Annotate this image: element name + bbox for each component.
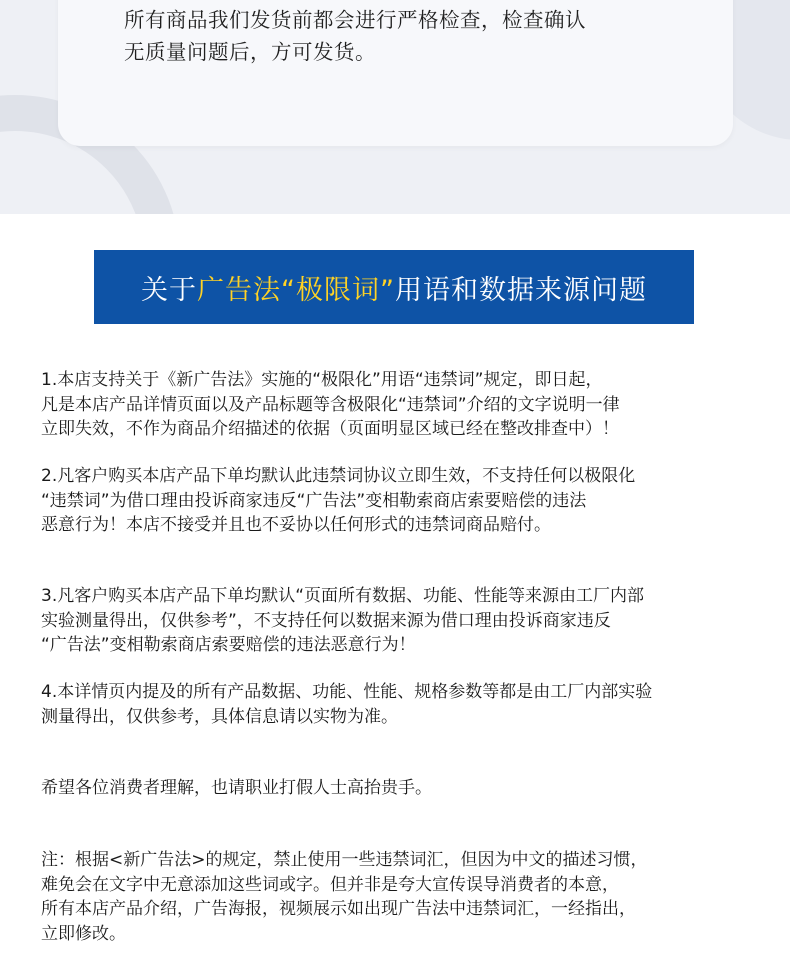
paragraph-line: 希望各位消费者理解，也请职业打假人士高抬贵手。: [41, 778, 432, 798]
quality-notice-line: 无质量问题后，方可发货。: [124, 40, 376, 64]
section-title-banner: [94, 250, 694, 324]
footnote-paragraph: [41, 848, 761, 946]
paragraph-line: 恶意行为！本店不接受并且也不妥协以任何形式的违禁词商品赔付。: [41, 515, 551, 535]
paragraph-line: 立即修改。: [41, 923, 126, 944]
top-section: [0, 0, 790, 214]
notice-paragraph-2: [41, 464, 761, 538]
banner-title-prefix: 关于: [141, 274, 197, 306]
banner-title-highlight: 广告法“极限词”: [197, 274, 395, 306]
consumer-request-paragraph: [41, 776, 761, 801]
paragraph-line: 1.本店支持关于《新广告法》实施的“极限化”用语“违禁词”规定，即日起，: [41, 370, 603, 390]
paragraph-line: 注：根据<新广告法>的规定，禁止使用一些违禁词汇，但因为中文的描述习惯，: [41, 850, 648, 870]
notice-paragraph-4: [41, 680, 761, 729]
paragraph-line: 2.凡客户购买本店产品下单均默认此违禁词协议立即生效，不支持任何以极限化: [41, 466, 636, 486]
quality-notice-line: 所有商品我们发货前都会进行严格检查，检查确认: [124, 8, 586, 32]
paragraph-line: 所有本店产品介绍，广告海报，视频展示如出现广告法中违禁词汇，一经指出，: [41, 899, 636, 919]
paragraph-line: 难免会在文字中无意添加这些词或字。但并非是夸大宣传误导消费者的本意，: [41, 874, 619, 895]
paragraph-line: 3.凡客户购买本店产品下单均默认“页面所有数据、功能、性能等来源由工厂内部: [41, 586, 645, 606]
notice-paragraph-1: [41, 368, 761, 442]
quality-notice-text: [124, 4, 586, 68]
paragraph-line: 测量得出，仅供参考，具体信息请以实物为准。: [41, 706, 398, 727]
paragraph-line: “广告法”变相勒索商店索要赔偿的违法恶意行为！: [41, 635, 416, 655]
quality-notice-card: [58, 0, 733, 146]
banner-title-suffix: 用语和数据来源问题: [394, 274, 647, 306]
paragraph-line: 立即失效，不作为商品介绍描述的依据（页面明显区域已经在整改排查中）！: [41, 419, 619, 439]
paragraph-line: 4.本详情页内提及的所有产品数据、功能、性能、规格参数等都是由工厂内部实验: [41, 682, 653, 702]
paragraph-line: “违禁词”为借口理由投诉商家违反“广告法”变相勒索商店索要赔偿的违法: [41, 490, 587, 511]
paragraph-line: 凡是本店产品详情页面以及产品标题等含极限化“违禁词”介绍的文字说明一律: [41, 394, 620, 415]
notice-paragraph-3: [41, 584, 761, 658]
paragraph-line: 实验测量得出，仅供参考”，不支持任何以数据来源为借口理由投诉商家违反: [41, 610, 611, 631]
